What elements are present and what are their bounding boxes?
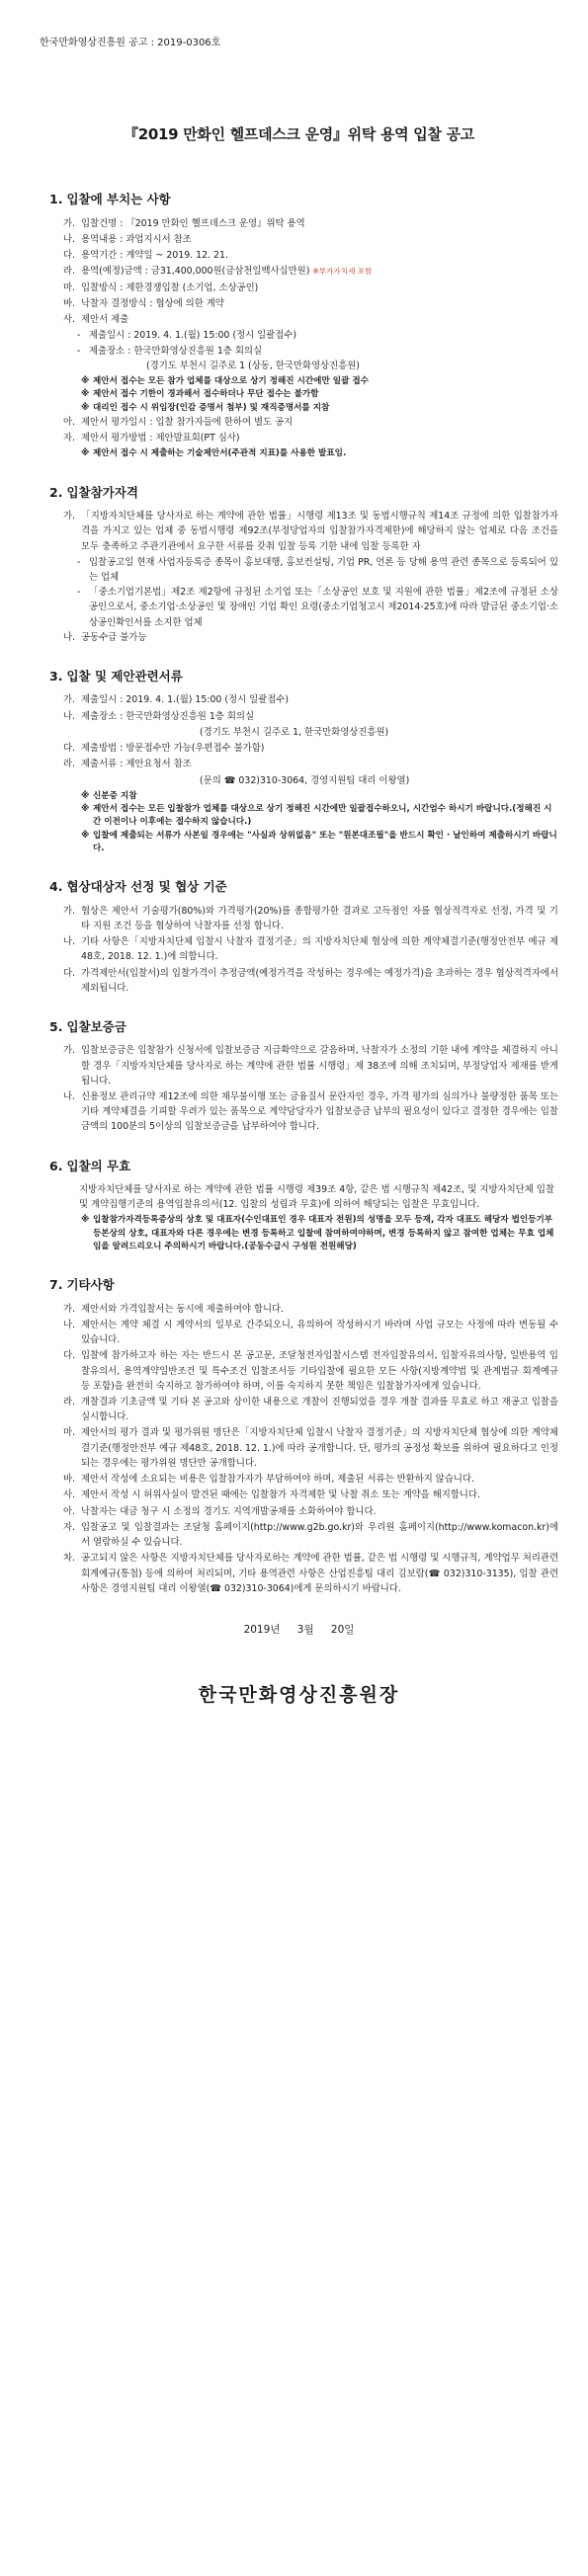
item-marker: 나. — [63, 710, 76, 722]
list-item — [40, 216, 558, 231]
item-text-body: 입찰공고 및 입찰결과는 조달청 홈페이지(http://www.g2b.go.kr)와 우리원 홈페이지(http://www.komacon.kr)에서 열람하실 수 있습니다. — [81, 1521, 558, 1549]
note-item — [81, 388, 558, 401]
item-marker: 마. — [63, 1427, 76, 1439]
item-text — [81, 1425, 558, 1471]
item-text — [81, 232, 558, 247]
item-marker — [63, 773, 81, 788]
item-text-body: 가격제안서(입찰서)의 입찰가격이 추정금액(예정가격을 작성하는 경우에는 예정가격)을 초과하는 경우 협상적격자에서 제외됩니다. — [81, 967, 558, 994]
item-text-body: 제안서 작성 시 허위사실이 발견된 때에는 입찰참가 자격제한 및 낙찰 취소 또는 계약을 해지합니다. — [81, 1489, 480, 1501]
section-2 — [40, 483, 558, 645]
notes-block — [40, 1214, 558, 1253]
note-text: 제안서 접수는 모든 참가 업체를 대상으로 상기 정해진 시간에만 일괄 접수 — [93, 376, 369, 387]
list-item — [40, 281, 558, 295]
section-number: 6. — [49, 1158, 63, 1173]
list-item — [40, 1520, 558, 1550]
list-item — [40, 1472, 558, 1487]
section-title: 입찰보증금 — [66, 1019, 126, 1035]
item-text-body: 낙찰자는 대금 청구 시 소정의 경기도 지역개발공채를 소화하여야 합니다. — [81, 1505, 377, 1517]
section-title: 기타사항 — [66, 1277, 115, 1293]
item-text-body: (경기도 부천시 길주로 1, 한국만화영상진흥원) — [200, 726, 389, 738]
section-7 — [40, 1275, 558, 1596]
item-text-body: 용역내용 : 과업지시서 참조 — [81, 233, 192, 245]
item-text-body: 공동수급 불가능 — [81, 631, 147, 643]
notice-number: 한국만화영상진흥원 공고 : 2019-0306호 — [40, 38, 221, 48]
sub-text: (경기도 부천시 길주로 1 (상동, 한국만화영상진흥원) — [146, 360, 360, 371]
item-text — [81, 1520, 558, 1550]
item-text — [81, 509, 558, 554]
list-item — [40, 741, 558, 756]
note-item — [81, 375, 558, 388]
item-marker: 바. — [63, 297, 76, 309]
list-item — [40, 1348, 558, 1394]
list-item — [40, 1504, 558, 1519]
list-item — [40, 1318, 558, 1347]
item-text-body: 제안서와 가격입찰서는 동시에 제출하여야 합니다. — [81, 1303, 285, 1315]
list-item — [40, 264, 558, 279]
item-text — [81, 1302, 558, 1317]
item-marker: 자. — [63, 1521, 76, 1533]
sub-item — [40, 555, 558, 585]
item-text — [81, 1488, 558, 1502]
note-mark-icon: ※ — [81, 1215, 90, 1226]
item-text-body: 공고되지 않은 사항은 지방자치단체를 당사자로하는 계약에 관한 법률, 같은 법 시행령 및 시행규칙, 계약업무 처리관련 회계예규(통첩) 등에 의하여 처리되며, 기타 용역관련 사항은 산업진흥팀 대리 김보람(☎ 032)310-3135), 입찰 관련 사항은 경영지원팀 대리 이왕열(☎ 032)310-3064)에게 문의하시기 바랍니다. — [81, 1553, 558, 1594]
document-title: 『2019 만화인 헬프데스크 운영』위탁 용역 입찰 공고 — [124, 125, 474, 144]
note-item — [81, 402, 558, 415]
item-marker: 차. — [63, 1553, 76, 1565]
item-marker: 나. — [63, 1090, 76, 1102]
note-text: 제안서 접수 시 제출하는 기술제안서(주관적 지표)를 사용한 발표임. — [93, 448, 347, 459]
section-6 — [40, 1157, 558, 1254]
item-text — [81, 1348, 558, 1394]
item-text-body: 입찰건명 : 『2019 만화인 헬프데스크 운영』위탁 용역 — [81, 217, 305, 229]
closing-date: 2019년 3월 20일 — [243, 1624, 355, 1637]
item-text — [81, 1504, 558, 1519]
item-marker: 가. — [63, 1303, 76, 1315]
item-text — [81, 725, 558, 740]
list-item — [40, 757, 558, 771]
item-text-body: 용역기간 : 계약일 ~ 2019. 12. 21. — [81, 250, 228, 262]
note-text: 제안서 접수는 모든 입찰참가 업체를 대상으로 상기 정해진 시간에만 일괄접수하오니, 시간엄수 하시기 바랍니다.(정해진 시간 이전이나 이후에는 접수하지 않습니다.) — [93, 804, 552, 828]
section-number: 4. — [49, 879, 63, 895]
item-text — [81, 904, 558, 933]
item-text-body: 제출장소 : 한국만화영상진흥원 1층 회의실 — [81, 710, 255, 722]
item-marker: 다. — [63, 1350, 76, 1362]
note-item — [81, 1214, 558, 1253]
item-text-body: 개찰결과 기초금액 및 기타 본 공고와 상이한 내용으로 개찰이 진행되었을 경우 개찰 결과를 무효로 하고 재공고 입찰을 실시합니다. — [81, 1397, 558, 1423]
item-text-body: 제안서 평가방법 : 제안발표회(PT 심사) — [81, 433, 240, 444]
item-marker: 라. — [63, 266, 76, 278]
item-marker: 아. — [63, 1505, 76, 1517]
section-heading — [40, 483, 558, 503]
list-item — [40, 1551, 558, 1596]
item-marker: 나. — [63, 233, 76, 245]
sub-text: 「중소기업기본법」제2조 제2항에 규정된 소기업 또는「소상공인 보호 및 지원에 관한 법률」제2조에 규정된 소상공인으로서, 중소기업·소상공인 및 장애인 기업 확인 요령(중소기업청고시 제2014-25호)에 따라 발급된 중소기업·소상공인확인서를 소지한 업체 — [89, 587, 558, 628]
item-marker: 나. — [63, 631, 76, 643]
section-3 — [40, 667, 558, 855]
list-item — [40, 296, 558, 311]
item-text-body: 제안서 제출 — [81, 314, 129, 326]
sub-marker: - — [77, 587, 81, 599]
item-text — [81, 216, 558, 231]
item-text-body: 낙찰자 결정방식 : 협상에 의한 계약 — [81, 297, 224, 309]
section-4 — [40, 877, 558, 996]
list-item — [40, 431, 558, 445]
list-item — [40, 692, 558, 707]
list-item — [40, 232, 558, 247]
section-title: 입찰 및 제안관련서류 — [66, 669, 183, 684]
item-text — [81, 1043, 558, 1088]
item-text — [81, 312, 558, 327]
item-text — [81, 296, 558, 311]
section-1 — [40, 190, 558, 460]
item-marker: 라. — [63, 759, 76, 770]
note-text: 대리인 접수 시 위임장(인감 증명서 첨부) 및 재직증명서를 지참 — [93, 402, 330, 413]
notes-block — [40, 790, 558, 856]
sub-item — [40, 344, 558, 359]
item-marker: 가. — [63, 1045, 76, 1057]
item-marker: 아. — [63, 417, 76, 429]
item-text-body: 제출일시 : 2019. 4. 1.(월) 15:00 (정시 일괄접수) — [81, 694, 290, 706]
sub-marker: - — [77, 345, 81, 357]
item-text-body: 제안서 평가일시 : 입찰 참가자들에 한하여 별도 공지 — [81, 417, 294, 429]
sub-item — [40, 585, 558, 630]
item-marker: 바. — [63, 1474, 76, 1486]
note-mark-icon: ※ — [81, 830, 90, 841]
note-item — [81, 447, 558, 460]
list-item — [40, 312, 558, 327]
note-mark-icon: ※ — [81, 448, 90, 459]
list-item — [40, 1043, 558, 1088]
item-marker: 마. — [63, 282, 76, 293]
item-marker: 사. — [63, 314, 76, 326]
list-item — [40, 630, 558, 645]
item-text — [81, 709, 558, 724]
section-heading — [40, 190, 558, 209]
notes-block — [40, 375, 558, 415]
sub-item — [40, 328, 558, 343]
note-text: 입찰참가자격등록증상의 상호 및 대표자(수인대표인 경우 대표자 전원)의 성명을 모두 등재, 각자 대표도 해당자 법인등기부등본상의 상호, 대표자와 다른 경우에는 변경 등록하고 입찰에 참여하여야하며, 변경 등록하지 않고 참여한 업체는 무효 업체임을 알려드리오니 주의하시기 바랍니다.(공동수급시 구성원 전원해당) — [93, 1215, 554, 1252]
item-text-body: 제안서의 평가 결과 및 평가위원 명단은「지방자치단체 입찰시 낙찰자 결정기준」의 지방자치단체 협상에 의한 계약체결기준(행정안전부 예규 제48호, 2018. 12. 1.)에 따라 공개합니다. 단, 평가의 공정성 확보를 위하여 필요하다고 인정되는 경우에는 평가위원 명단만 공개합니다. — [81, 1427, 558, 1469]
sub-marker: - — [77, 330, 81, 342]
section-heading — [40, 667, 558, 686]
item-text — [81, 248, 558, 263]
section-number: 1. — [49, 192, 63, 207]
note-text: 신분증 지참 — [93, 790, 137, 801]
sub-text: 입찰공고일 현재 사업자등록증 종목이 홍보대행, 홍보컨설팅, 기업 PR, 언론 등 당해 용역 관련 종목으로 등록되어 있는 업체 — [89, 556, 558, 583]
list-item — [40, 725, 558, 740]
list-item — [40, 773, 558, 788]
item-text-body: (문의 ☎ 032)310-3064, 경영지원팀 대리 이왕열) — [200, 774, 410, 786]
sections-container — [40, 190, 558, 1596]
item-text — [81, 773, 558, 788]
section-title: 입찰에 부치는 사항 — [66, 192, 171, 207]
item-marker: 나. — [63, 936, 76, 948]
item-marker: 다. — [63, 967, 76, 979]
note-item — [81, 830, 558, 856]
item-text — [81, 415, 558, 430]
item-text-body: 기타 사항은「지방자치단체 입찰시 낙찰자 결정기준」의 지방자치단체 협상에 의한 계약체결기준(행정안전부 예규 제48호, 2018. 12. 1.)에 의합니다. — [81, 936, 558, 963]
list-item — [40, 966, 558, 996]
item-text-body: 제출서류 : 제안요청서 참조 — [81, 759, 192, 770]
item-text — [81, 431, 558, 445]
list-item — [40, 904, 558, 933]
note-mark-icon: ※ — [81, 376, 90, 387]
section-number: 2. — [49, 484, 63, 500]
section-heading — [40, 877, 558, 897]
item-text — [81, 1472, 558, 1487]
item-marker — [63, 725, 81, 740]
section-number: 7. — [49, 1277, 63, 1293]
note-text: 입찰에 제출되는 서류가 사본일 경우에는 "사실과 상위없음" 또는 "원본대조필"을 반드시 확인 · 날인하여 제출하시기 바랍니다. — [93, 830, 557, 854]
list-item — [40, 1302, 558, 1317]
note-mark-icon: ※ — [81, 389, 90, 400]
item-marker: 사. — [63, 1489, 76, 1501]
item-text-body: 신용정보 관리규약 제12조에 의한 채무불이행 또는 금융질서 문란자인 경우, 가격 평가의 심의가나 불량정한 품목 또는 기타 계약체결을 기피할 우려가 있는 품목으로 계약담당자가 입찰보증금 납부의 필요성이 있다고 결정한 경우에는 입찰금액의 100분의 5이상의 입찰보증금을 납부하여야 합니다. — [81, 1090, 558, 1133]
item-text — [81, 757, 558, 771]
list-item — [40, 509, 558, 554]
list-item — [40, 1395, 558, 1424]
issuer-signature: 한국만화영상진흥원장 — [198, 1684, 400, 1707]
list-item — [40, 709, 558, 724]
item-marker: 가. — [63, 905, 76, 917]
item-text-body: 제안서는 계약 체결 시 계약서의 일부로 간주되오니, 유의하여 작성하시기 바라며 사업 규모는 사정에 따라 변동될 수 있습니다. — [81, 1319, 558, 1346]
item-text — [81, 630, 558, 645]
list-item — [40, 1425, 558, 1471]
section-heading — [40, 1157, 558, 1176]
item-text-body: 입찰보증금은 입찰참가 신청서에 입찰보증금 지급확약으로 갈음하며, 낙찰자가 소정의 기한 내에 계약을 체결하지 아니할 경우「지방자치단체를 당사자로 하는 계약에 관한 법률 시행령」제 38조에 의해 조치되며, 부정당업자 제재를 받게 됩니다. — [81, 1045, 558, 1087]
section-title: 협상대상자 선정 및 협상 기준 — [66, 879, 227, 895]
note-mark-icon: ※ — [81, 790, 90, 801]
item-marker: 다. — [63, 250, 76, 262]
item-marker: 자. — [63, 433, 76, 444]
item-marker: 가. — [63, 511, 76, 523]
item-text — [81, 1395, 558, 1424]
note-item — [81, 803, 558, 830]
item-marker: 라. — [63, 1397, 76, 1408]
section-5 — [40, 1017, 558, 1135]
item-text-body: 용역(예정)금액 : 금31,400,000원(금삼천일백사십만원) — [81, 266, 313, 278]
sub-marker — [77, 359, 89, 373]
list-item — [40, 248, 558, 263]
item-text — [81, 741, 558, 756]
note-mark-icon: ※ — [81, 804, 90, 815]
item-marker: 가. — [63, 694, 76, 706]
notes-block — [40, 447, 558, 460]
note-text: 제안서 접수 기한이 경과해서 접수하더나 무단 접수는 불가함 — [93, 389, 319, 400]
section-heading — [40, 1017, 558, 1037]
sub-text: 제출장소 : 한국만화영상진흥원 1층 회의실 — [89, 345, 263, 357]
sub-text: 제출일시 : 2019. 4. 1.(월) 15:00 (정시 일괄접수) — [89, 330, 297, 342]
section-title: 입찰참가자격 — [66, 484, 138, 500]
section-number: 5. — [49, 1019, 63, 1035]
item-text — [81, 1318, 558, 1347]
section-paragraph: 지방자치단체를 당사자로 하는 계약에 관한 법률 시행령 제39조 4항, 같은 법 시행규칙 제42조, 및 지방자치단체 입찰 및 계약집행기준의 용역입찰유의서(12. 입찰의 성립과 무효)에 의하여 해당되는 입찰은 무효입니다. — [79, 1183, 554, 1211]
vat-note: ※부가가치세 포함 — [312, 267, 373, 277]
item-text — [81, 1551, 558, 1596]
list-item — [40, 1488, 558, 1502]
item-marker: 다. — [63, 743, 76, 755]
list-item — [40, 415, 558, 430]
note-item — [81, 790, 558, 803]
item-text — [81, 934, 558, 964]
item-text — [81, 281, 558, 295]
item-text-body: 협상은 제안서 기술평가(80%)와 가격평가(20%)를 종합평가한 결과로 고득점인 자를 협상적격자로 선정, 가격 및 기타 지원 조건 등을 협상하여 낙찰자를 선정 합니다. — [81, 905, 558, 931]
list-item — [40, 1089, 558, 1135]
item-text-body: 제출방법 : 방문접수만 가능(우편접수 불가함) — [81, 743, 265, 755]
item-text-body: 제안서 작성에 소요되는 비용은 입찰참가자가 부담하여야 하며, 제출된 서류는 반환하지 않습니다. — [81, 1474, 475, 1486]
item-text — [81, 264, 558, 279]
item-text-body: 입찰방식 : 제한경쟁입찰 (소기업, 소상공인) — [81, 282, 259, 293]
sub-marker: - — [77, 556, 81, 568]
section-title: 입찰의 무효 — [66, 1158, 131, 1173]
note-mark-icon: ※ — [81, 402, 90, 413]
sub-item — [40, 359, 558, 373]
item-text-body: 「지방자치단체를 당사자로 하는 계약에 관한 법률」시행령 제13조 및 동법시행규칙 제14조 규정에 의한 입찰참가자격을 가지고 있는 업체 중 동법시행령 제92조(부정당업자의 입찰참가자격제한)에 해당하지 않는 업체로 다음 조건을 모두 충족하고 주관기관에서 요구한 서류를 갖춰 입찰 등록 기한 내에 입찰 등록한 자 — [81, 511, 558, 552]
item-text — [81, 692, 558, 707]
item-text — [81, 1089, 558, 1135]
item-marker: 나. — [63, 1319, 76, 1330]
section-heading — [40, 1275, 558, 1295]
item-text-body: 입찰에 참가하고자 하는 자는 반드시 본 공고문, 조달청전자입찰시스템 전자입찰유의서, 입찰자유의사항, 일반용역 입찰유의서, 용역계약일반조건 및 특수조건 입찰조서등 기타입찰에 필요한 모든 사항(지방계약법 및 관계법규 회계예규 등 포함)을 완전히 숙지하고 참가하여야 하며, 이를 숙지하지 못한 책임은 입찰참가자에게 있습니다. — [81, 1350, 558, 1392]
section-number: 3. — [49, 669, 63, 684]
item-text — [81, 966, 558, 996]
item-marker: 가. — [63, 217, 76, 229]
list-item — [40, 934, 558, 964]
